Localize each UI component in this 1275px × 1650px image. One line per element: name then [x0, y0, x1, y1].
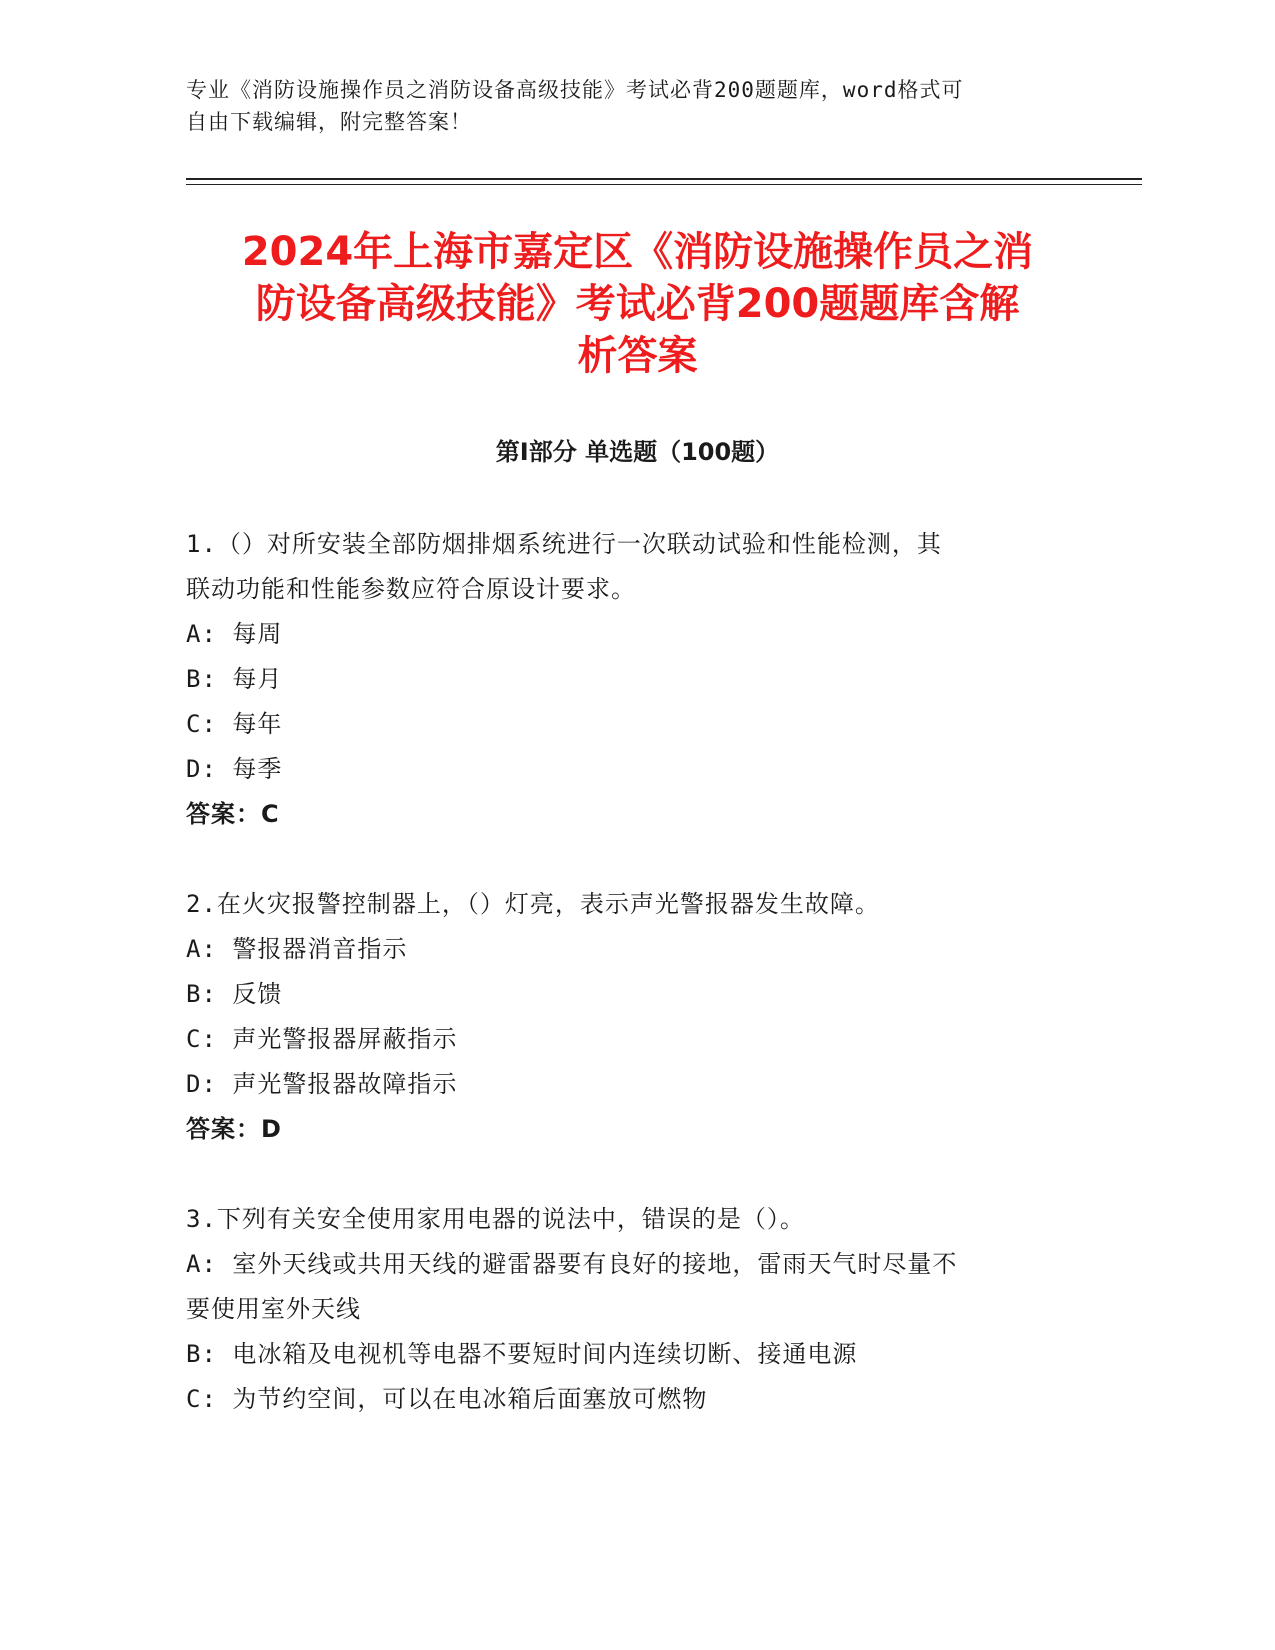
section-title: 第I部分 单选题（100题）: [495, 438, 780, 466]
question-2-option-d: D: 声光警报器故障指示: [186, 1070, 458, 1098]
question-1-option-c: C: 每年: [186, 710, 283, 738]
header-rule-thin: [186, 184, 1142, 185]
question-spacer: [186, 1152, 1086, 1197]
question-3: [186, 1197, 1086, 1422]
document-title-line-2: 防设备高级技能》考试必背200题题库含解: [255, 281, 1020, 327]
document-title-line-3: 析答案: [577, 333, 698, 379]
question-1-stem-line-2: 联动功能和性能参数应符合原设计要求。: [186, 575, 636, 603]
question-3-stem: 3.下列有关安全使用家用电器的说法中，错误的是（）。: [186, 1205, 805, 1233]
question-3-option-a-line-2: 要使用室外天线: [186, 1295, 361, 1323]
document-title-line-1: 2024年上海市嘉定区《消防设施操作员之消: [241, 229, 1034, 275]
question-1-answer: 答案：C: [186, 800, 280, 828]
question-3-option-c: C: 为节约空间，可以在电冰箱后面塞放可燃物: [186, 1385, 708, 1413]
question-1-option-a: A: 每周: [186, 620, 283, 648]
document-title: [150, 226, 1125, 382]
question-2-answer: 答案：D: [186, 1115, 282, 1143]
header-note: [186, 74, 1086, 138]
question-1-option-d: D: 每季: [186, 755, 283, 783]
question-3-option-a-line-1: A: 室外天线或共用天线的避雷器要有良好的接地，雷雨天气时尽量不: [186, 1250, 958, 1278]
question-list: [186, 522, 1086, 1422]
question-2: [186, 882, 1086, 1152]
header-note-line-1: 专业《消防设施操作员之消防设备高级技能》考试必背200题题库，word格式可: [186, 78, 964, 102]
question-1-stem-line-1: 1.（）对所安装全部防烟排烟系统进行一次联动试验和性能检测，其: [186, 530, 942, 558]
question-spacer: [186, 837, 1086, 882]
question-2-option-a: A: 警报器消音指示: [186, 935, 408, 963]
question-2-option-c: C: 声光警报器屏蔽指示: [186, 1025, 458, 1053]
question-1: [186, 522, 1086, 837]
question-1-option-b: B: 每月: [186, 665, 283, 693]
question-2-stem: 2.在火灾报警控制器上，（）灯亮，表示声光警报器发生故障。: [186, 890, 880, 918]
question-2-option-b: B: 反馈: [186, 980, 283, 1008]
question-3-option-b: B: 电冰箱及电视机等电器不要短时间内连续切断、接通电源: [186, 1340, 858, 1368]
header-note-line-2: 自由下载编辑，附完整答案！: [186, 110, 472, 134]
header-rule-thick: [186, 178, 1142, 180]
